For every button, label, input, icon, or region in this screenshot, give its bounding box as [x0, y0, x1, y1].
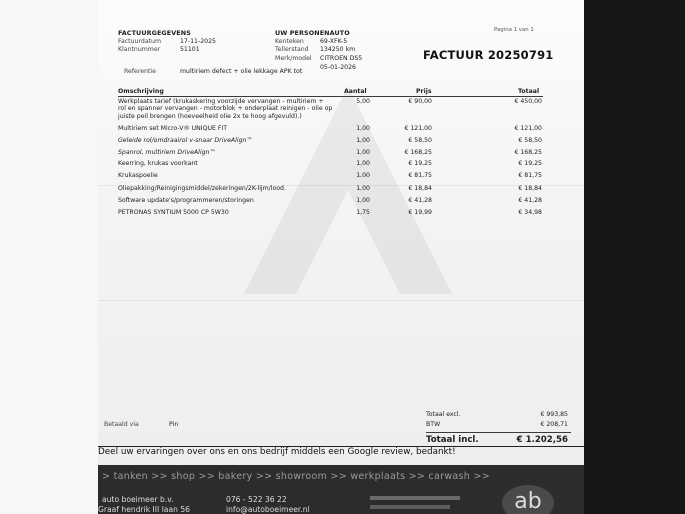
section-title: FACTUURGEGEVENS — [118, 29, 191, 37]
referentie-value: multiriem defect + olie lekkage APK tot — [180, 68, 303, 75]
row-qty: 1,00 — [356, 137, 370, 144]
row-desc: Spanrol, multiriem DriveAlign™ — [118, 149, 216, 156]
col-header-total: Totaal — [518, 88, 540, 95]
row-total: € 450,00 — [514, 98, 542, 105]
kenteken-value: 69-XFK-5 — [320, 38, 348, 45]
row-price: € 58,50 — [408, 137, 432, 144]
page-indicator: Pagina 1 van 1 — [494, 27, 534, 33]
paid-via-value: Pin — [169, 421, 179, 428]
table-header-divider — [118, 96, 543, 97]
row-total: € 19,25 — [518, 160, 542, 167]
footer-nav: > tanken >> shop >> bakery >> showroom >> werkplaats >> carwash >> — [102, 471, 490, 482]
row-desc: Geleide rol/omdraairol v-snaar DriveAlign™ — [118, 137, 253, 144]
row-desc: Multiriem set Micro-V® UNIQUE FIT — [118, 125, 228, 132]
merk-value: CITROEN DS5 — [320, 55, 363, 62]
footer-blurred-line — [370, 505, 450, 509]
tellerstand-value: 134250 km — [320, 46, 356, 53]
background-right — [582, 0, 685, 514]
row-price: € 168,25 — [404, 149, 432, 156]
row-qty: 1,00 — [356, 149, 370, 156]
footer-company: auto boeimeer b.v. — [102, 495, 174, 504]
btw-value: € 208,71 — [540, 421, 568, 428]
row-total: € 81,75 — [518, 172, 542, 179]
row-qty: 1,00 — [356, 125, 370, 132]
footer-address: Graaf hendrik III laan 56 — [98, 505, 191, 514]
merk-label: Merk/model — [275, 55, 312, 62]
row-desc: Krukaspoelie — [118, 172, 158, 179]
row-qty: 1,75 — [356, 209, 370, 216]
row-price: € 81,75 — [408, 172, 432, 179]
factuurdatum-value: 17-11-2025 — [180, 38, 216, 45]
row-price: € 18,84 — [408, 185, 432, 192]
car-title: UW PERSONENAUTO — [275, 29, 350, 37]
invoice-number: FACTUUR 20250791 — [423, 48, 554, 62]
row-qty: 1,00 — [356, 197, 370, 204]
totals-divider — [426, 432, 571, 433]
row-total: € 168,25 — [514, 149, 542, 156]
col-header-desc: Omschrijving — [118, 88, 164, 95]
row-total: € 34,98 — [518, 209, 542, 216]
footer-band — [98, 465, 584, 514]
referentie-label: Referentie — [124, 68, 156, 75]
row-qty: 1,00 — [356, 185, 370, 192]
invoice-paper — [98, 0, 584, 514]
background-left — [0, 0, 98, 514]
klantnummer-value: 51101 — [180, 46, 200, 53]
tellerstand-label: Tellerstand — [275, 46, 309, 53]
klantnummer-label: Klantnummer — [118, 46, 161, 53]
row-total: € 18,84 — [518, 185, 542, 192]
row-qty: 1,00 — [356, 172, 370, 179]
footer-email: info@autoboeimeer.nl — [226, 505, 310, 514]
footer-blurred-line — [370, 496, 460, 500]
row-price: € 121,00 — [404, 125, 432, 132]
row-price: € 90,00 — [408, 98, 432, 105]
company-logo: ab — [502, 485, 554, 514]
col-header-price: Prijs — [416, 88, 432, 95]
row-desc: Oliepakking/Reinigingsmiddel/zekeringen/2K-lijm/lood. — [118, 185, 286, 192]
row-total: € 121,00 — [514, 125, 542, 132]
row-desc: Werkplaats tarief (krukaskering voorzijde vervangen - multiriem + rol en spanner vervangen - motorblok + onderplaat reinigen - olie op juiste peil brengen (hoeveelheid olie 2x te hoog afgevuld).) — [118, 98, 333, 120]
row-total: € 58,50 — [518, 137, 542, 144]
col-header-qty: Aantal — [344, 88, 367, 95]
total-excl-value: € 993,85 — [540, 411, 568, 418]
row-desc: PETRONAS SYNTIUM 5000 CP 5W30 — [118, 209, 229, 216]
apk-date: 05-01-2026 — [320, 64, 356, 71]
review-message: Deel uw ervaringen over ons en ons bedrijf middels een Google review, bedankt! — [98, 447, 456, 457]
row-price: € 19,25 — [408, 160, 432, 167]
total-incl-value: € 1.202,56 — [516, 435, 568, 445]
row-desc: Keerring, krukas voorkant — [118, 160, 198, 167]
row-price: € 19,99 — [408, 209, 432, 216]
row-desc: Software update's/programmeren/storingen — [118, 197, 254, 204]
footer-phone: 076 - 522 36 22 — [226, 495, 287, 504]
total-incl-label: Totaal incl. — [426, 435, 479, 445]
row-price: € 41,28 — [408, 197, 432, 204]
paid-via-label: Betaald via — [104, 421, 139, 428]
row-total: € 41,28 — [518, 197, 542, 204]
total-excl-label: Totaal excl. — [426, 411, 461, 418]
row-qty: 1,00 — [356, 160, 370, 167]
factuurdatum-label: Factuurdatum — [118, 38, 161, 45]
btw-label: BTW — [426, 421, 441, 428]
kenteken-label: Kenteken — [275, 38, 304, 45]
row-qty: 5,00 — [356, 98, 370, 105]
